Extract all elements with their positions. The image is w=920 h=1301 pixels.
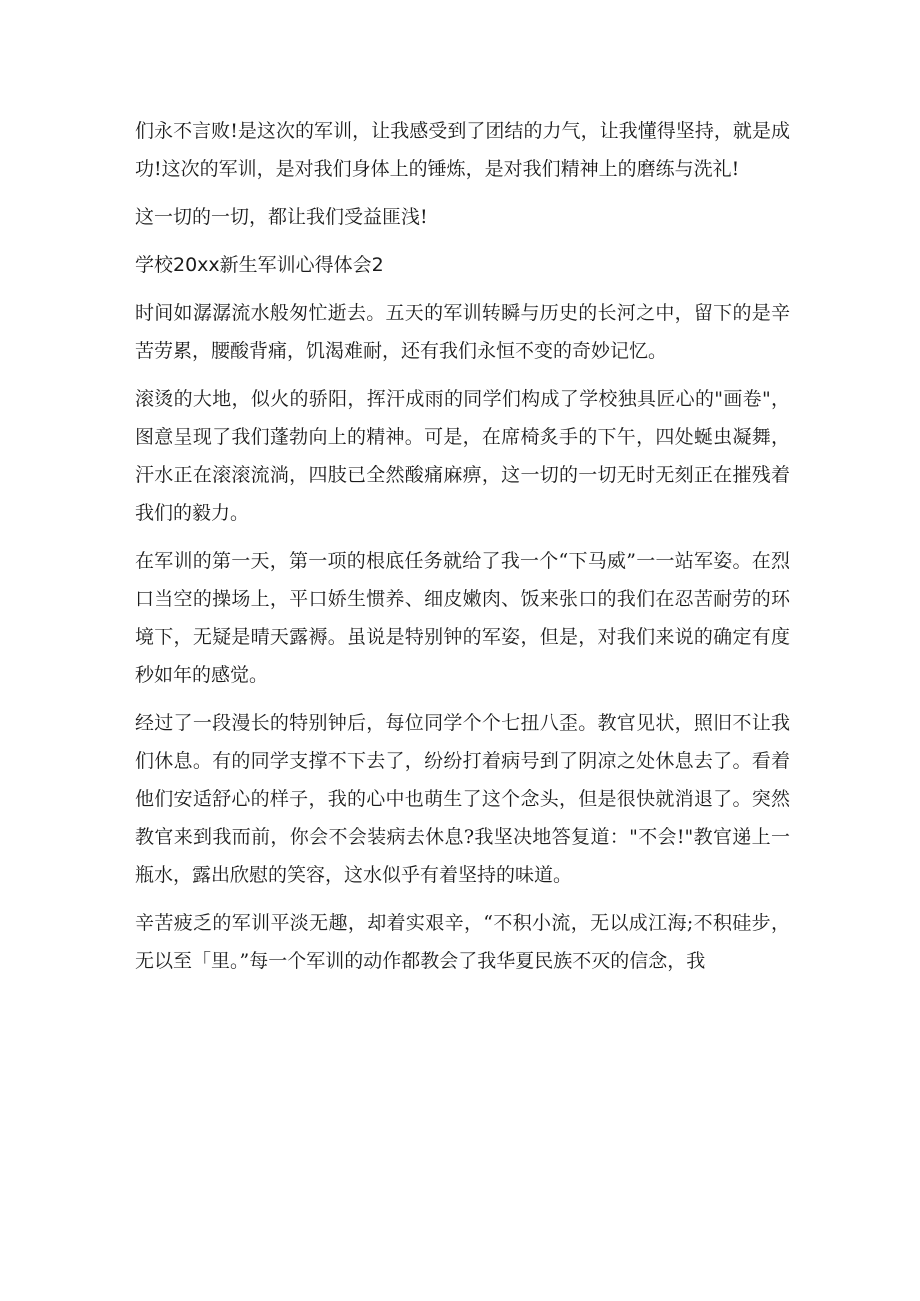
body-paragraph-2: 滚烫的大地，似火的骄阳，挥汗成雨的同学们构成了学校独具匠心的"画卷"，图意呈现了我们蓬勃向上的精神。可是，在席椅炙手的下午，四处蜒虫凝舞，汗水正在滚滚流淌，四肢已全然酸痛麻痹，这一切的一切无时无刻正在摧残着我们的毅力。 [135, 388, 790, 524]
body-paragraph-1: 时间如潺潺流水般匆忙逝去。五天的军训转瞬与历史的长河之中，留下的是辛苦劳累，腰酸背痛，饥渴难耐，还有我们永恒不变的奇妙记忆。 [135, 302, 790, 362]
paragraph-1: 们永不言败!是这次的军训，让我感受到了团结的力气，让我懂得坚持，就是成功!这次的军训，是对我们身体上的锤炼，是对我们精神上的磨练与洗礼! [135, 120, 790, 180]
document-body [135, 112, 790, 990]
paragraph-2: 这一切的一切，都让我们受益匪浅! [135, 206, 428, 228]
body-paragraph-4: 经过了一段漫长的特别钟后，每位同学个个七扭八歪。教官见状，照旧不让我们休息。有的同学支撑不下去了，纷纷打着病号到了阴凉之处休息去了。看着他们安适舒心的样子，我的心中也萌生了这个念头，但是很快就消退了。突然教官来到我而前，你会不会装病去休息?我坚决地答复道："不会!"教官递上一瓶水，露出欣慰的笑容，这水似乎有着坚持的味道。 [135, 712, 790, 886]
body-paragraph-3: 在军训的第一天，第一项的根底任务就给了我一个“下马威”一一站军姿。在烈口当空的操场上，平口娇生惯养、细皮嫩肉、饭来张口的我们在忍苦耐劳的环境下，无疑是晴天露褥。虽说是特别钟的军姿，但是，对我们来说的确定有度秒如年的感觉。 [135, 550, 790, 686]
section-heading: 学校20xx新生军训心得体会2 [135, 254, 384, 276]
body-paragraph-5: 辛苦疲乏的军训平淡无趣，却着实艰辛，“不积小流，无以成江海;不积硅步，无以至「里。”每一个军训的动作都教会了我华夏民族不灭的信念，我 [135, 912, 790, 972]
